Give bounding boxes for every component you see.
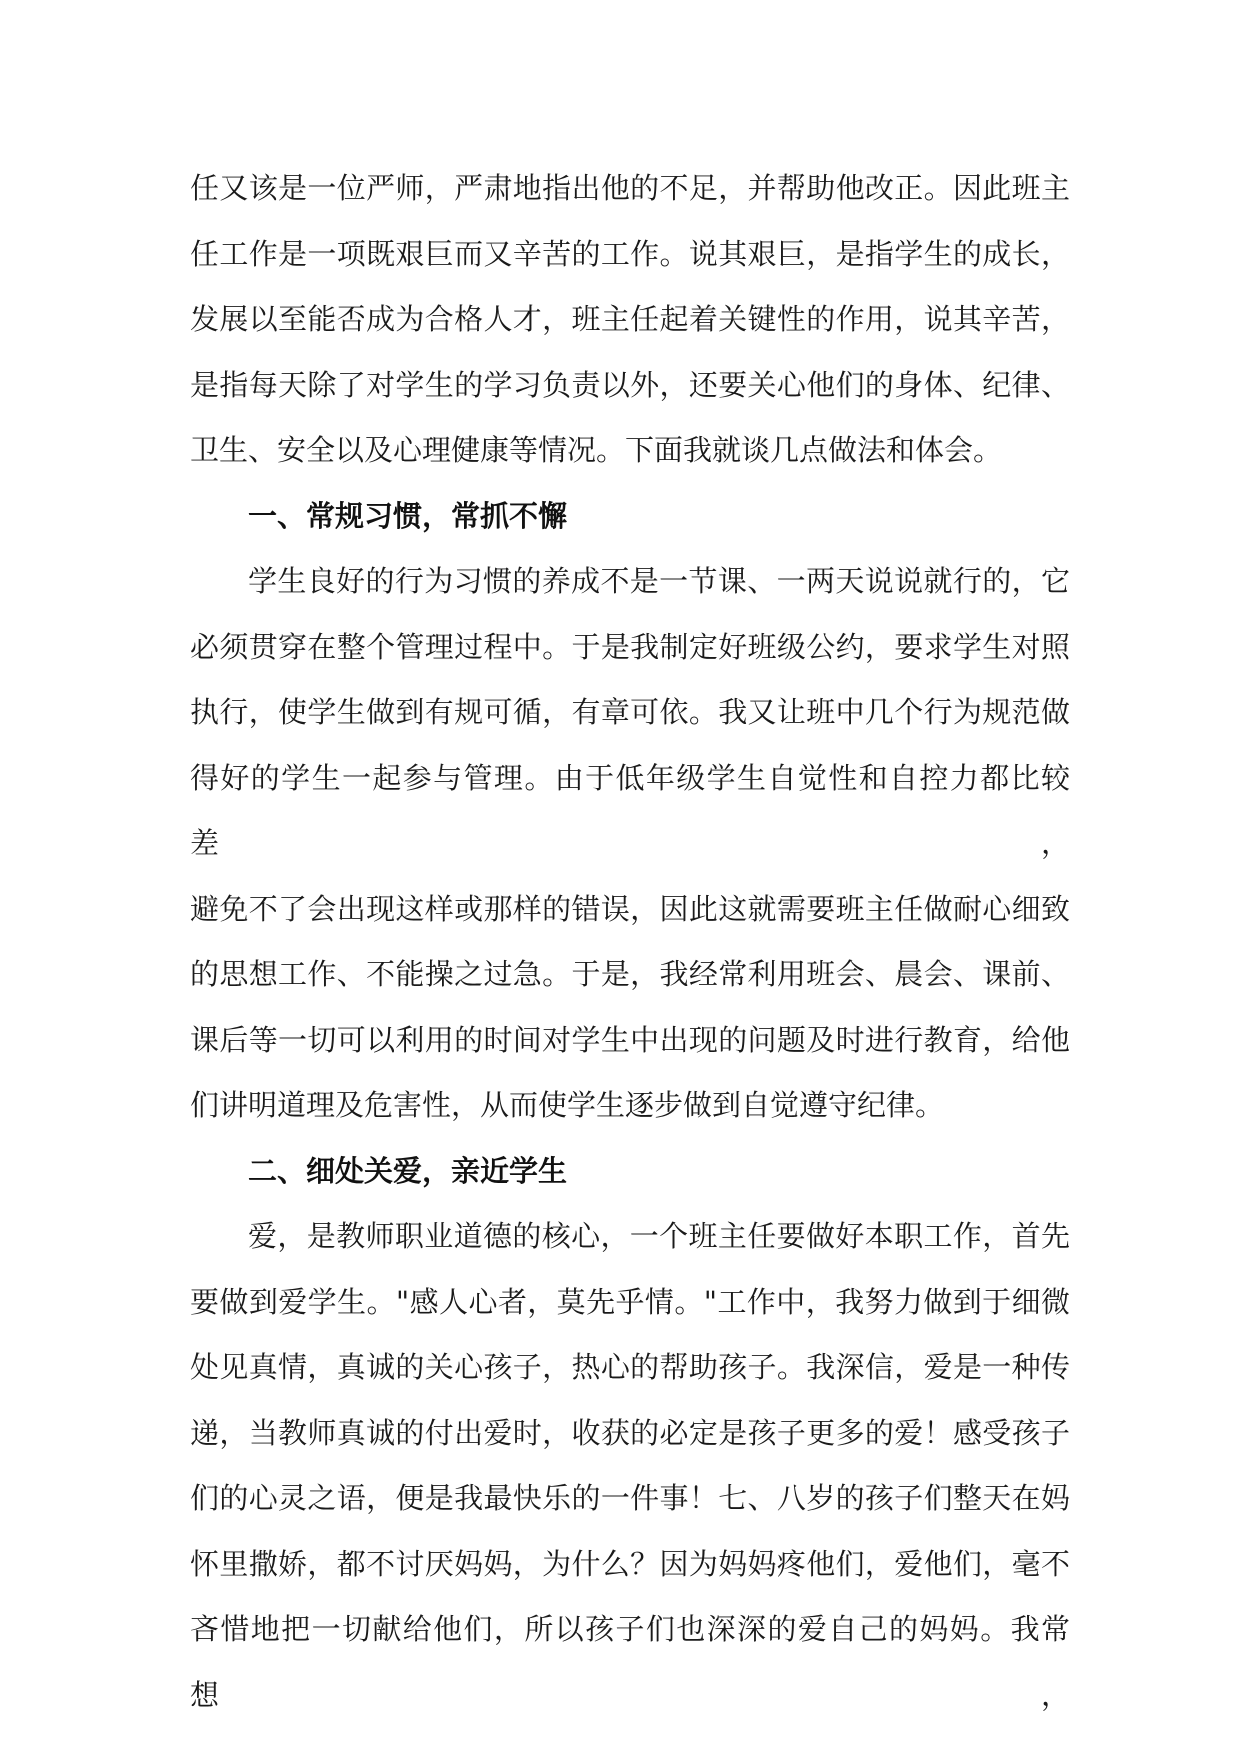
- paragraph-line: 课后等一切可以利用的时间对学生中出现的问题及时进行教育，给他: [190, 1022, 1070, 1057]
- paragraph-line: 吝惜地把一切献给他们，所以孩子们也深深的爱自己的妈妈。我常想，: [190, 1612, 1070, 1712]
- paragraph-line: 卫生、安全以及心理健康等情况。下面我就谈几点做法和体会。: [190, 433, 1003, 467]
- paragraph-line: 的思想工作、不能操之过急。于是，我经常利用班会、晨会、课前、: [190, 957, 1070, 991]
- paragraph-line: 学生良好的行为习惯的养成不是一节课、一两天说说就行的，它: [248, 564, 1070, 598]
- section-heading-1: 一、常规习惯，常抓不懈: [248, 498, 568, 533]
- paragraph-line: 得好的学生一起参与管理。由于低年级学生自觉性和自控力都比较差，: [190, 760, 1070, 860]
- paragraph-line: 们讲明道理及危害性，从而使学生逐步做到自觉遵守纪律。: [190, 1088, 945, 1122]
- paragraph-line: 怀里撒娇，都不讨厌妈妈，为什么？因为妈妈疼他们，爱他们，毫不: [190, 1546, 1070, 1581]
- document-body: [190, 156, 1070, 1728]
- paragraph-line: 处见真情，真诚的关心孩子，热心的帮助孩子。我深信，爱是一种传: [190, 1350, 1070, 1384]
- paragraph-line: 们的心灵之语，便是我最快乐的一件事！七、八岁的孩子们整天在妈: [190, 1481, 1070, 1515]
- paragraph-line: 任工作是一项既艰巨而又辛苦的工作。说其艰巨，是指学生的成长，: [190, 236, 1070, 271]
- paragraph-line: 避免不了会出现这样或那样的错误，因此这就需要班主任做耐心细致: [190, 891, 1070, 926]
- paragraph-line: 必须贯穿在整个管理过程中。于是我制定好班级公约，要求学生对照: [190, 629, 1070, 664]
- paragraph-line: 递，当教师真诚的付出爱时，收获的必定是孩子更多的爱！感受孩子: [190, 1415, 1070, 1450]
- paragraph-line: 是指每天除了对学生的学习负责以外，还要关心他们的身体、纪律、: [190, 367, 1070, 402]
- section-heading-2: 二、细处关爱，亲近学生: [248, 1153, 568, 1188]
- paragraph-line: 爱，是教师职业道德的核心，一个班主任要做好本职工作，首先: [248, 1219, 1070, 1253]
- paragraph-line: 执行，使学生做到有规可循，有章可依。我又让班中几个行为规范做: [190, 695, 1070, 729]
- paragraph-line: 任又该是一位严师，严肃地指出他的不足，并帮助他改正。因此班主: [190, 171, 1070, 205]
- paragraph-line: 发展以至能否成为合格人才，班主任起着关键性的作用，说其辛苦，: [190, 302, 1070, 336]
- paragraph-line: 要做到爱学生。"感人心者，莫先乎情。"工作中，我努力做到于细微: [190, 1284, 1070, 1319]
